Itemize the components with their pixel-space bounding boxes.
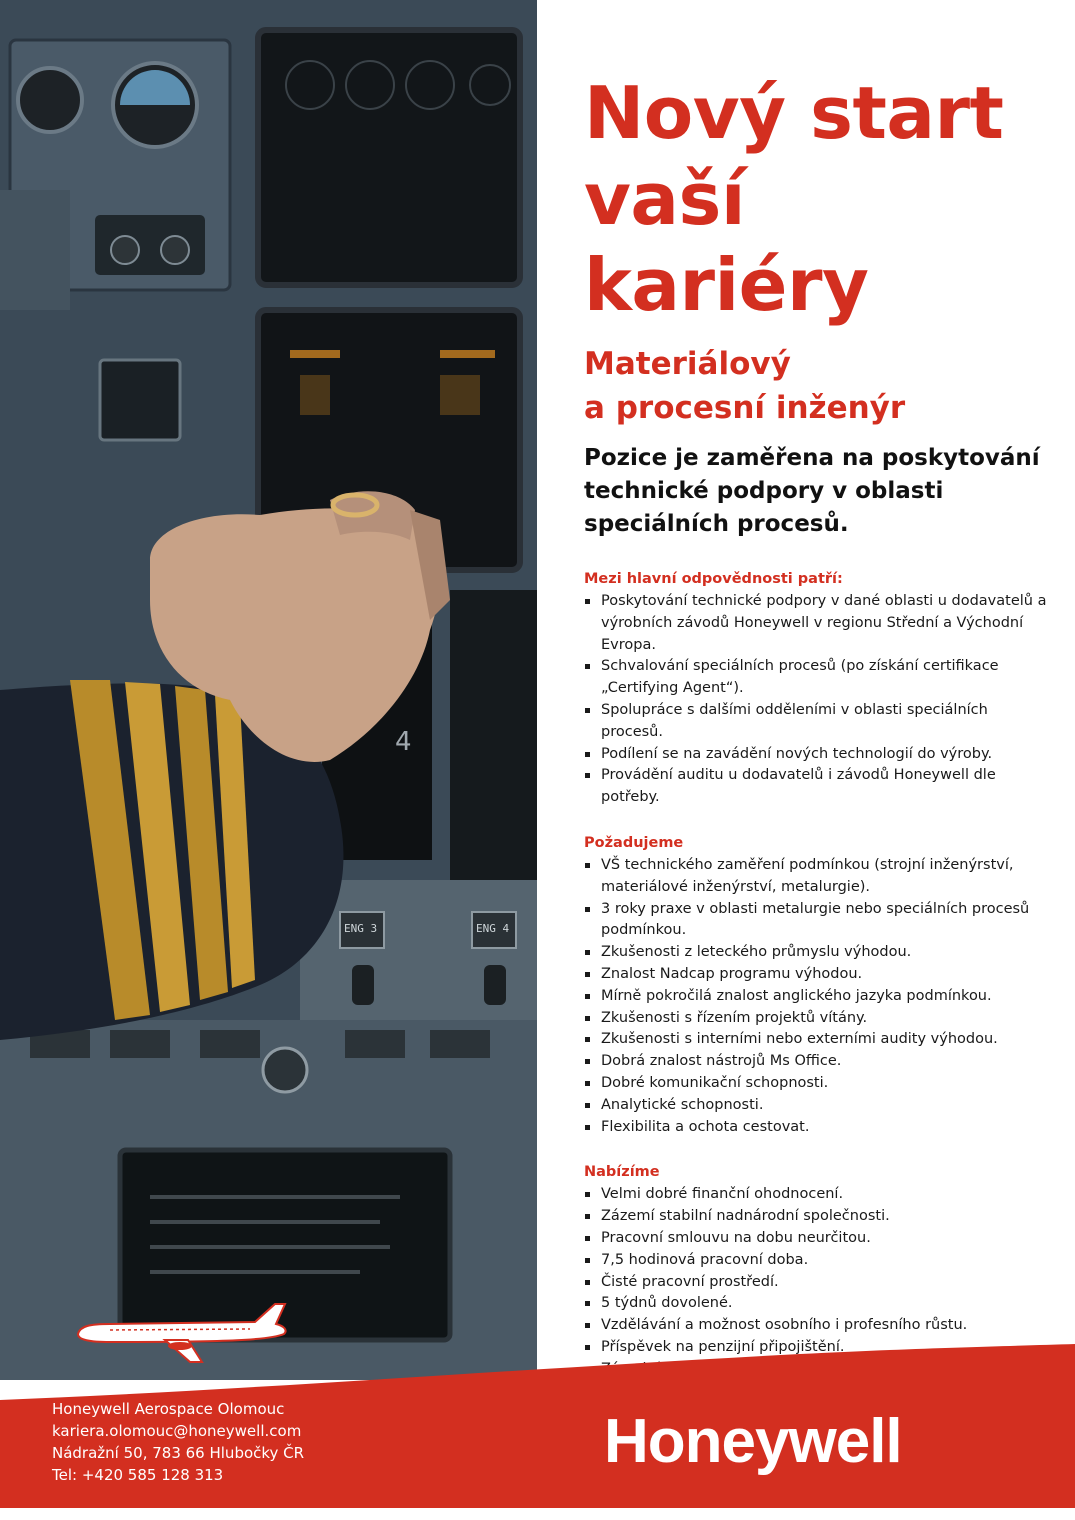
contact-email[interactable]: kariera.olomouc@honeywell.com (52, 1422, 302, 1440)
job-title (584, 342, 1054, 430)
eng3-label: ENG 3 (344, 922, 378, 935)
list-item: Velmi dobré finanční ohodnocení. (584, 1184, 1054, 1206)
requirements-list (584, 855, 1054, 1138)
list-item: Analytické schopnosti. (584, 1095, 1054, 1117)
list-item: Zázemí stabilní nadnárodní společnosti. (584, 1206, 1054, 1228)
job-title-line-1: Materiálový (584, 346, 791, 382)
list-item: 5 týdnů dovolené. (584, 1293, 1054, 1315)
eng4-label: ENG 4 (476, 922, 510, 935)
responsibilities-title: Mezi hlavní odpovědnosti patří: (584, 571, 843, 587)
headline-line-2: vaší kariéry (584, 157, 869, 327)
list-item: Dobrá znalost nástrojů Ms Office. (584, 1051, 1054, 1073)
list-item: Dobré komunikační schopnosti. (584, 1073, 1054, 1095)
honeywell-logo: Honeywell (604, 1407, 902, 1476)
cockpit-illustration (0, 0, 537, 1380)
list-item: Čisté pracovní prostředí. (584, 1272, 1054, 1294)
responsibilities-section (584, 569, 1054, 809)
list-item: 7,5 hodinová pracovní doba. (584, 1250, 1054, 1272)
list-item: VŠ technického zaměření podmínkou (strojní inženýrství, materiálové inženýrství, metalurgie). (584, 855, 1054, 899)
list-item: Zkušenosti z leteckého průmyslu výhodou. (584, 942, 1054, 964)
list-item: Podílení se na zavádění nových technologií do výroby. (584, 744, 1054, 766)
list-item: Poskytování technické podpory v dané oblasti u dodavatelů a výrobních závodů Honeywell v regionu Střední a Východní Evropa. (584, 591, 1054, 656)
list-item: Schvalování speciálních procesů (po získání certifikace „Certifying Agent“). (584, 656, 1054, 700)
job-title-line-2: a procesní inženýr (584, 390, 906, 426)
list-item: Příspěvek na penzijní připojištění. (584, 1337, 1054, 1359)
list-item: Flexibilita a ochota cestovat. (584, 1117, 1054, 1139)
list-item: Mírně pokročilá znalost anglického jazyka podmínkou. (584, 986, 1054, 1008)
contact-phone: Tel: +420 585 128 313 (52, 1466, 224, 1484)
list-item: Znalost Nadcap programu výhodou. (584, 964, 1054, 986)
responsibilities-list (584, 591, 1054, 809)
job-posting-content (584, 70, 1054, 1381)
headline-line-1: Nový start (584, 71, 1004, 155)
list-item: 3 roky praxe v oblasti metalurgie nebo speciálních procesů podmínkou. (584, 899, 1054, 943)
contact-address: Nádražní 50, 783 66 Hlubočky ČR (52, 1444, 305, 1462)
list-item: Pracovní smlouvu na dobu neurčitou. (584, 1228, 1054, 1250)
contact-info (52, 1398, 304, 1486)
cockpit-photo (0, 0, 537, 1380)
list-item: Provádění auditu u dodavatelů i závodů Honeywell dle potřeby. (584, 765, 1054, 809)
list-item: Zkušenosti s interními nebo externími audity výhodou. (584, 1029, 1054, 1051)
requirements-title: Požadujeme (584, 834, 684, 851)
headline (584, 70, 1054, 328)
list-item: Zkušenosti s řízením projektů vítány. (584, 1008, 1054, 1030)
airplane-icon (70, 1300, 300, 1370)
lever-number-text: 4 (395, 727, 412, 757)
list-item: Vzdělávání a možnost osobního i profesního růstu. (584, 1315, 1054, 1337)
company-name: Honeywell Aerospace Olomouc (52, 1400, 285, 1418)
position-intro: Pozice je zaměřena na poskytování technické podpory v oblasti speciálních procesů. (584, 445, 1040, 537)
list-item: Spolupráce s dalšími odděleními v oblasti speciálních procesů. (584, 700, 1054, 744)
requirements-section (584, 833, 1054, 1138)
offer-title: Nabízíme (584, 1164, 660, 1181)
